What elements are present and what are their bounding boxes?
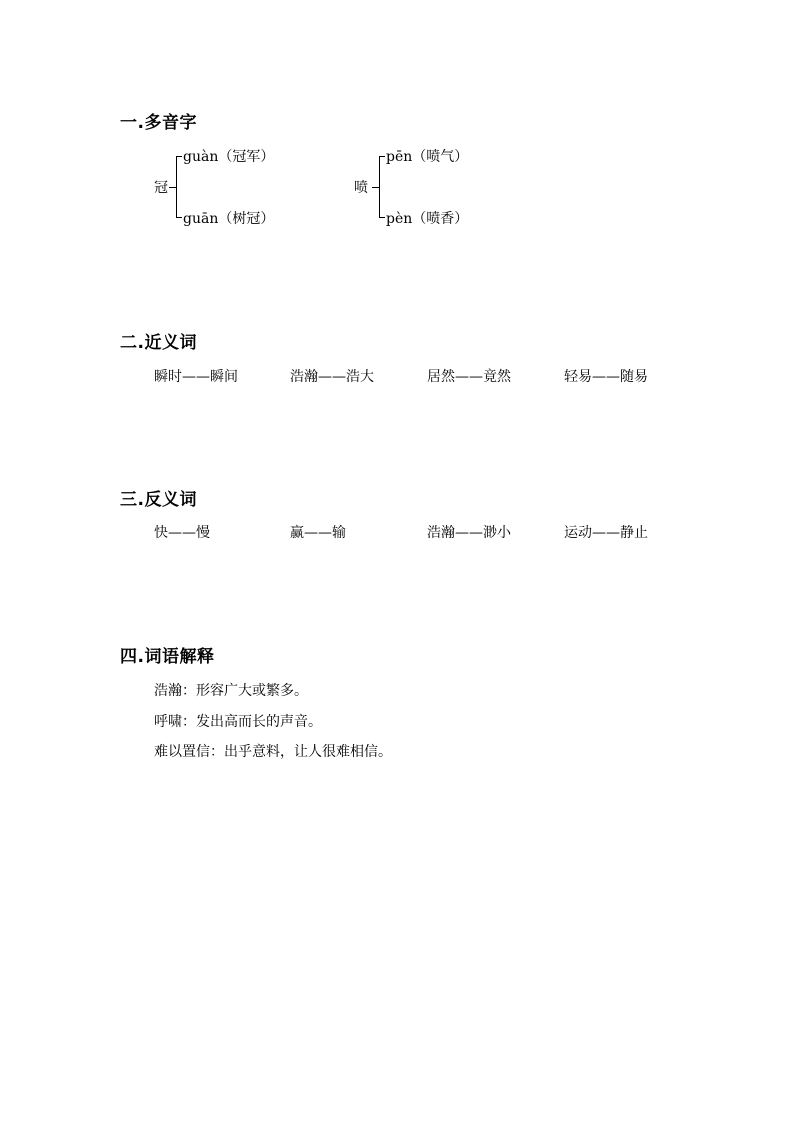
section-heading-antonyms: 三.反义词 — [120, 490, 197, 510]
polyphonic-char: 喷 — [354, 180, 368, 196]
brace-icon — [176, 156, 177, 218]
synonym-pair: 浩瀚——浩大 — [290, 369, 374, 385]
definition-item: 难以置信：出乎意料，让人很难相信。 — [154, 744, 392, 760]
section-heading-polyphonic: 一.多音字 — [120, 113, 197, 133]
definition-item: 浩瀚：形容广大或繁多。 — [154, 683, 308, 699]
antonym-row — [154, 522, 714, 544]
pinyin-bottom: pèn（喷香） — [386, 211, 469, 227]
antonym-pair: 运动——静止 — [564, 525, 648, 541]
synonym-pair: 瞬时——瞬间 — [154, 369, 238, 385]
pinyin-top: guàn（冠军） — [183, 149, 275, 165]
section-heading-definitions: 四.词语解释 — [120, 647, 215, 667]
definition-item: 呼啸：发出高而长的声音。 — [154, 714, 322, 730]
antonym-pair: 浩瀚——渺小 — [427, 525, 511, 541]
polyphonic-char: 冠 — [154, 180, 168, 196]
synonym-pair: 居然——竟然 — [427, 369, 511, 385]
antonym-pair: 赢——输 — [290, 525, 346, 541]
brace-icon — [379, 156, 380, 218]
section-heading-synonyms: 二.近义词 — [120, 333, 197, 353]
pinyin-top: pēn（喷气） — [386, 149, 469, 165]
synonym-pair: 轻易——随易 — [564, 369, 648, 385]
antonym-pair: 快——慢 — [154, 525, 210, 541]
synonym-row — [154, 366, 714, 388]
pinyin-bottom: guān（树冠） — [183, 211, 275, 227]
